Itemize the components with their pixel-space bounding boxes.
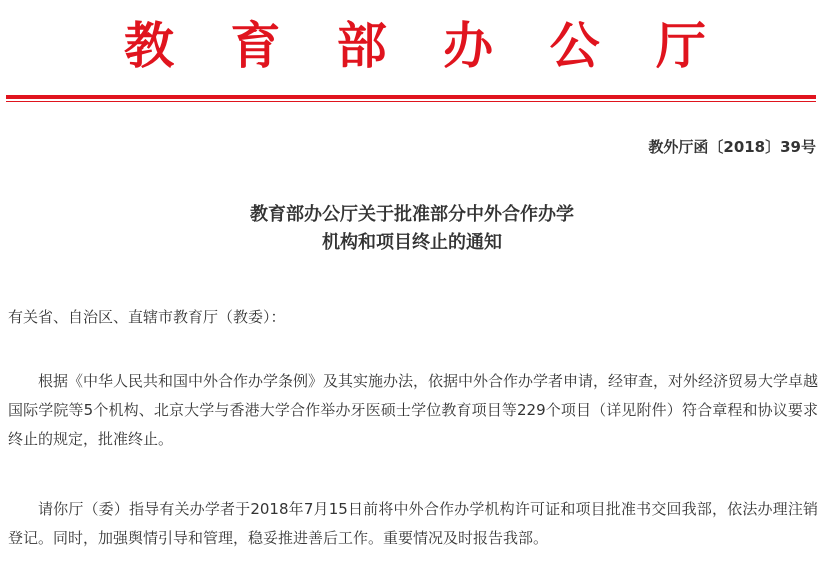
masthead-divider-thick — [6, 95, 816, 99]
body-paragraph-1: 根据《中华人民共和国中外合作办学条例》及其实施办法，依据中外合作办学者申请，经审查，对外经济贸易大学卓越国际学院等5个机构、北京大学与香港大学合作举办牙医硕士学位教育项目等229个项目（详见附件）符合章程和协议要求终止的规定，批准终止。 — [8, 372, 819, 448]
masthead-char: 教 — [124, 16, 174, 75]
title-line-2: 机构和项目终止的通知 — [322, 232, 502, 253]
masthead-title — [0, 6, 824, 86]
masthead-divider-thin — [6, 101, 816, 102]
masthead-char: 厅 — [655, 16, 706, 75]
salutation: 有关省、自治区、直辖市教育厅（教委）： — [8, 308, 286, 326]
masthead-char: 办 — [443, 16, 494, 75]
masthead-char: 部 — [336, 16, 387, 75]
masthead-char: 公 — [549, 16, 600, 75]
masthead-char: 育 — [230, 16, 281, 75]
document-number: 教外厅函〔2018〕39号 — [648, 138, 816, 156]
title-line-1: 教育部办公厅关于批准部分中外合作办学 — [250, 204, 574, 225]
body-paragraph-2: 请你厅（委）指导有关办学者于2018年7月15日前将中外合作办学机构许可证和项目批准书交回我部，依法办理注销登记。同时，加强舆情引导和管理，稳妥推进善后工作。重要情况及时报告我部。 — [8, 500, 818, 547]
document-title — [0, 201, 824, 257]
